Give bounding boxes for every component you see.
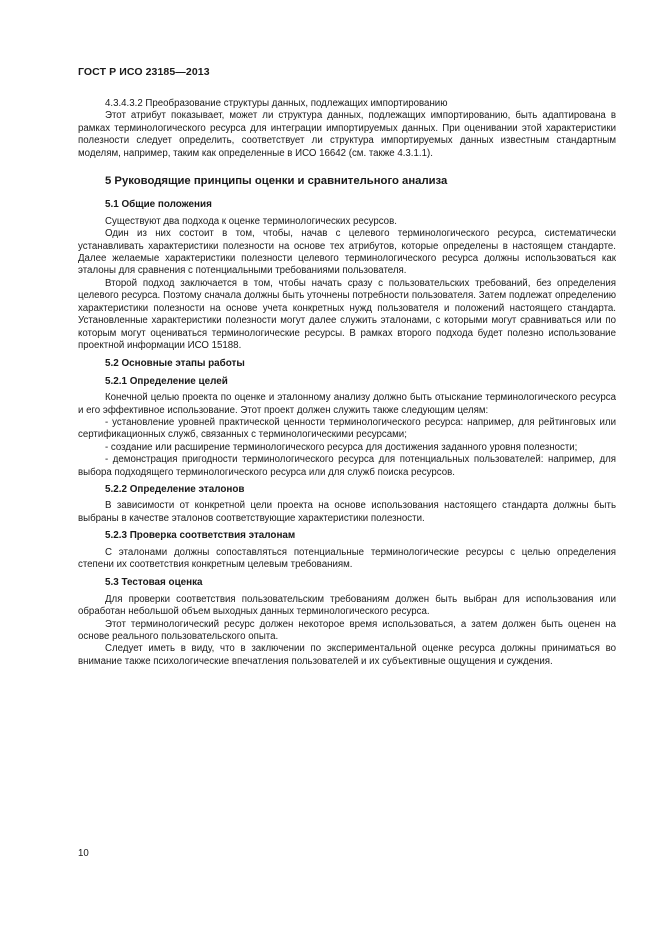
document-header: ГОСТ Р ИСО 23185—2013 <box>78 66 210 78</box>
paragraph: Второй подход заключается в том, чтобы начать сразу с пользовательских требований, без определения целевого ресурса. Поэтому сначала должны быть уточнены потребности пользователя. Затем подлежат определению характеристики полезности на основе учета конкретных нужд пользователя и положений настоящего стандарта. Установленные характеристики полезности могут далее служить эталонами, с которыми могут сравниваться или по которым могут оцениваться терминологические ресурсы. В рамках второго подхода будет полезно использование проектной информации ИСО 15188. <box>78 277 616 351</box>
page-body <box>78 98 616 668</box>
section-5-2-title: 5.2 Основные этапы работы <box>105 358 245 370</box>
paragraph: С эталонами должны сопоставляться потенциальные терминологические ресурсы с целью определения степени их соответствия конкретным целевым требованиям. <box>78 546 616 570</box>
paragraph: Конечной целью проекта по оценке и эталонному анализу должно быть отыскание терминологического ресурса и его эффективное использование. Этот проект должен служить также следующим целям: <box>78 392 616 416</box>
section-5-2-1-title: 5.2.1 Определение целей <box>105 375 228 387</box>
page-number: 10 <box>78 848 89 859</box>
section-5-title: 5 Руководящие принципы оценки и сравнительного анализа <box>105 175 448 188</box>
paragraph: Следует иметь в виду, что в заключении по экспериментальной оценке ресурса должны приниматься во внимание также психологические впечатления пользователей и их субъективные ощущения и суждения. <box>78 643 616 667</box>
paragraph: В зависимости от конкретной цели проекта на основе использования настоящего стандарта должны быть выбраны в качестве эталонов соответствующие характеристики полезности. <box>78 500 616 524</box>
clause-heading-4-3-4-3-2: 4.3.4.3.2 Преобразование структуры данных, подлежащих импортированию <box>105 98 448 109</box>
section-5-1-title: 5.1 Общие положения <box>105 199 212 211</box>
clause-text-4-3-4-3-2: Этот атрибут показывает, может ли структура данных, подлежащих импортированию, быть адаптирована в рамках терминологического ресурса для интеграции импортируемых данных. При оценивании этой характеристики полезности следует определить, соответствует ли структура импортируемых данных известным стандартным моделям, например, таким как определенные в ИСО 16642 (см. также 4.3.1.1). <box>78 110 616 159</box>
section-5-2-2-title: 5.2.2 Определение эталонов <box>105 483 245 495</box>
list-item: - демонстрация пригодности терминологического ресурса для потенциальных пользователей: например, для выбора подходящего терминологического ресурса или для служб поиска ресурсов. <box>78 454 616 478</box>
section-5-2-3-title: 5.2.3 Проверка соответствия эталонам <box>105 530 296 542</box>
paragraph: Этот терминологический ресурс должен некоторое время использоваться, а затем должен быть оценен на основе реального пользовательского опыта. <box>78 618 616 643</box>
paragraph: Существуют два подхода к оценке терминологических ресурсов. <box>105 215 397 227</box>
list-item: - создание или расширение терминологического ресурса для достижения заданного уровня полезности; <box>105 441 578 453</box>
paragraph: Для проверки соответствия пользовательским требованиям должен быть выбран для использования или обработан небольшой объем выходных данных терминологического ресурса. <box>78 593 616 618</box>
section-5-3-title: 5.3 Тестовая оценка <box>105 577 203 589</box>
list-item: - установление уровней практической ценности терминологического ресурса: например, для рейтинговых или сертификационных служб, связанных с терминологическими ресурсами; <box>78 416 616 441</box>
paragraph: Один из них состоит в том, чтобы, начав с целевого терминологического ресурса, систематически устанавливать характеристики полезности на основе тех атрибутов, которые определены в настоящем стандарте. Далее желаемые характеристики полезности целевого терминологического ресурса должны использоваться как эталоны для сравнения с потенциальными требованиями пользователя. <box>78 228 616 277</box>
